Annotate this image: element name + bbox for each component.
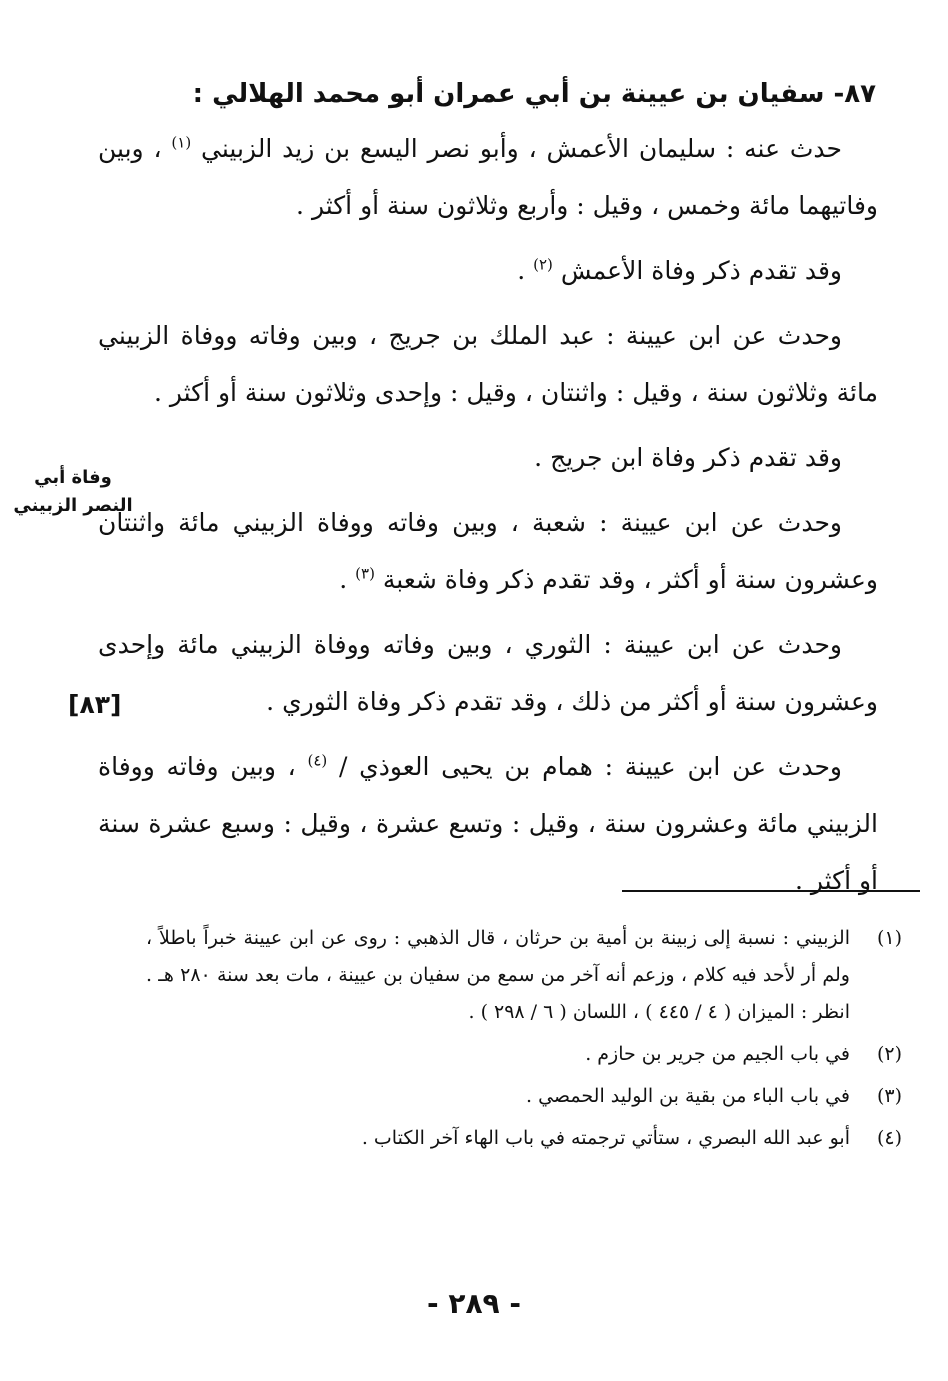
paragraph — [98, 738, 878, 909]
paragraph — [98, 494, 878, 608]
footnote-ref[interactable]: (٤) — [307, 751, 328, 770]
margin-note-line: وفاة أبي — [34, 467, 112, 488]
footnote-text: أبو عبد الله البصري ، ستأتي ترجمته في باب الهاء آخر الكتاب . — [361, 1127, 850, 1149]
footnote — [146, 1078, 902, 1115]
paragraph — [98, 616, 878, 730]
paragraph-text: . — [339, 565, 348, 594]
paragraph-text: وحدث عن ابن عيينة : عبد الملك بن جريج ، وبين وفاته ووفاة الزبيني مائة وثلاثون سنة ، وقيل : واثنتان ، وقيل : وإحدى وثلاثون سنة أو أكثر . — [98, 321, 878, 407]
footnote-divider — [622, 890, 920, 892]
main-text — [98, 120, 878, 909]
footnote — [146, 920, 902, 1031]
paragraph-text: وحدث عن ابن عيينة : الثوري ، وبين وفاته ووفاة الزبيني مائة وإحدى وعشرون سنة أو أكثر من ذلك ، وقد تقدم ذكر وفاة الثوري . — [98, 630, 878, 716]
footnote-number: (٤) — [876, 1127, 902, 1149]
paragraph-text: وقد تقدم ذكر وفاة الأعمش — [560, 256, 842, 285]
paragraph-text: حدث عنه : سليمان الأعمش ، وأبو نصر اليسع بن زيد الزبيني — [201, 134, 842, 163]
paragraph-text: ، وبين وفاتيهما مائة وخمس ، وقيل : وأربع وثلاثون سنة أو أكثر . — [98, 134, 878, 220]
manuscript-page-marker: [٨٣] — [68, 690, 122, 719]
footnote-text: في باب الباء من بقية بن الوليد الحمصي . — [526, 1085, 850, 1107]
paragraph — [98, 120, 878, 234]
paragraph — [98, 307, 878, 421]
paragraph-text: وقد تقدم ذكر وفاة ابن جريج . — [534, 443, 842, 472]
entry-heading: ٨٧- سفيان بن عيينة بن أبي عمران أبو محمد الهلالي : — [192, 79, 876, 109]
footnote-ref[interactable]: (٢) — [533, 255, 553, 274]
paragraph-text: . — [517, 256, 526, 285]
footnote-text: في باب الجيم من جرير بن حازم . — [585, 1043, 850, 1065]
footnote — [146, 1120, 902, 1157]
paragraph-text: ، وبين وفاته ووفاة الزبيني مائة وعشرون سنة ، وقيل : وتسع عشرة ، وقيل : وسبع عشرة سنة أو أكثر . — [98, 752, 878, 895]
footnote-number: (٢) — [876, 1043, 902, 1065]
footnote-ref[interactable]: (٣) — [355, 564, 375, 583]
footnote-ref[interactable]: (١) — [171, 133, 192, 152]
page-number: - ٢٨٩ - — [426, 1287, 522, 1320]
margin-note-line: النصر الزبيني — [13, 495, 133, 516]
paragraph — [98, 242, 878, 299]
paragraph-text: وحدث عن ابن عيينة : شعبة ، وبين وفاته ووفاة الزبيني مائة واثنتان وعشرون سنة أو أكثر ، وقد تقدم ذكر وفاة شعبة — [98, 508, 878, 594]
footnote — [146, 1036, 902, 1073]
margin-note — [12, 464, 134, 520]
paragraph-text: وحدث عن ابن عيينة : همام بن يحيى العوذي / — [339, 752, 842, 781]
footnote-number: (٣) — [876, 1085, 902, 1107]
footnote-text: الزبيني : نسبة إلى زبينة بن أمية بن حرثان ، قال الذهبي : روى عن ابن عيينة خبراً باطلاً ، ولم أر لأحد فيه كلام ، وزعم أنه آخر من سمع من سفيان بن عيينة ، مات بعد سنة ٢٨٠ هـ . انظر : الميزان ( ٤ / ٤٤٥ ) ، اللسان ( ٦ / ٢٩٨ ) . — [146, 927, 850, 1023]
footnote-number: (١) — [876, 927, 902, 949]
footnotes-section — [146, 920, 902, 1162]
paragraph — [98, 429, 878, 486]
